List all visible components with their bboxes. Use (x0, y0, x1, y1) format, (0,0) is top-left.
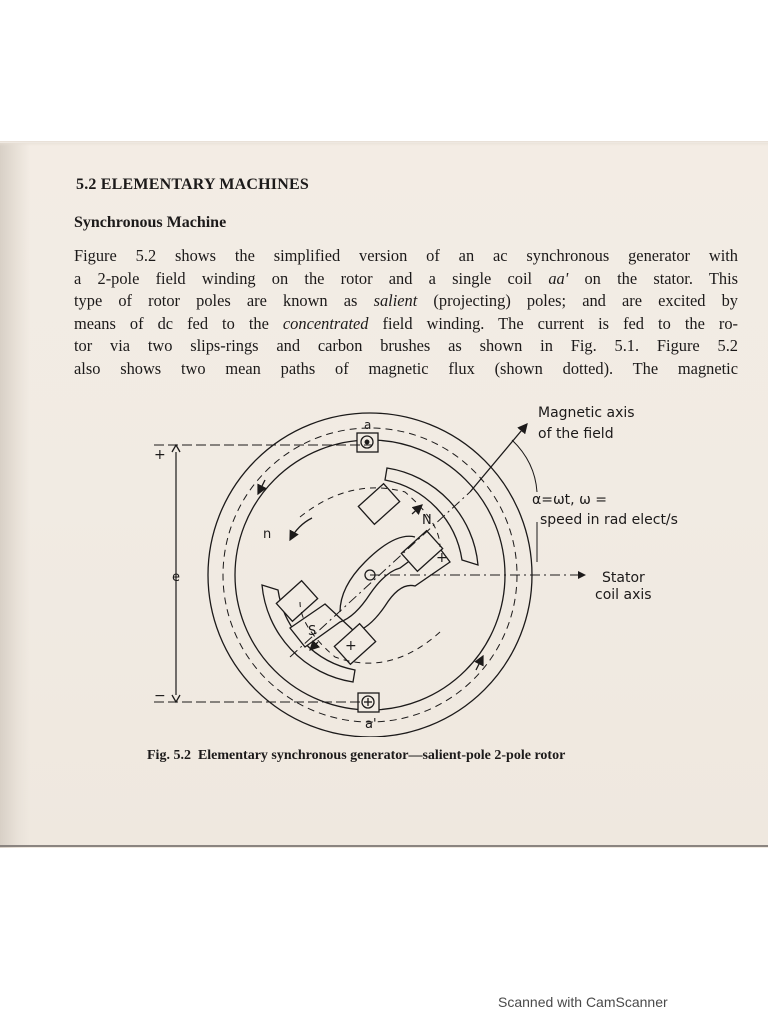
label-coil-a: a (364, 418, 372, 432)
magnetic-axis-arrow (470, 424, 527, 492)
page-bottom-edge (0, 845, 768, 847)
angle-arc (512, 440, 537, 492)
page-shadow-edge (0, 143, 30, 848)
label-south-pole: S (308, 624, 317, 639)
label-plus-lower-winding: + (345, 638, 357, 654)
section-heading: 5.2 ELEMENTARY MACHINES (76, 176, 309, 193)
page-top-edge (0, 141, 768, 146)
label-stator-line2: coil axis (595, 587, 652, 603)
label-emf-e: e (172, 570, 180, 585)
rotation-arrow (290, 518, 312, 540)
generator-diagram (140, 392, 740, 737)
figure-caption (147, 748, 565, 764)
label-minus-terminal: − (154, 688, 166, 704)
paragraph-line-1: Figure 5.2 shows the simplified version of an ac synchronous generator with (74, 246, 738, 265)
label-magnetic-axis-line1: Magnetic axis (538, 405, 635, 421)
figure-synchronous-generator (140, 392, 740, 737)
label-north-pole: N (422, 513, 432, 528)
paragraph-line-5: tor via two slips-rings and carbon brushes as shown in Fig. 5.1. Figure 5.2 (74, 336, 738, 355)
paragraph-line-3: type of rotor poles are known as salient (projecting) poles; and are excited by (74, 291, 738, 310)
paragraph-line-2: a 2-pole field winding on the rotor and a single coil aa' on the stator. This (74, 268, 738, 288)
body-paragraph (74, 245, 738, 380)
subsection-heading: Synchronous Machine (74, 214, 227, 231)
label-magnetic-axis-line2: of the field (538, 426, 614, 442)
label-angle-line1: α=ωt, ω = (532, 492, 607, 508)
flux-arrow-north (412, 505, 422, 514)
label-coil-a-prime: a' (365, 717, 377, 732)
camscanner-watermark: Scanned with CamScanner (498, 994, 668, 1010)
paragraph-line-4: means of dc fed to the concentrated field winding. The current is fed to the ro- (74, 313, 738, 333)
label-rotation-n: n (263, 527, 272, 542)
label-stator-line1: Stator (602, 570, 645, 586)
figure-caption-label: Fig. 5.2 (147, 748, 191, 763)
label-angle-line2: speed in rad elect/s (540, 512, 678, 528)
figure-caption-text: Elementary synchronous generator—salient-pole 2-pole rotor (197, 748, 566, 763)
paragraph-line-6: also shows two mean paths of magnetic flux (shown dotted). The magnetic (74, 358, 738, 378)
label-plus-terminal: + (154, 447, 166, 463)
label-plus-upper-winding: + (436, 550, 448, 566)
